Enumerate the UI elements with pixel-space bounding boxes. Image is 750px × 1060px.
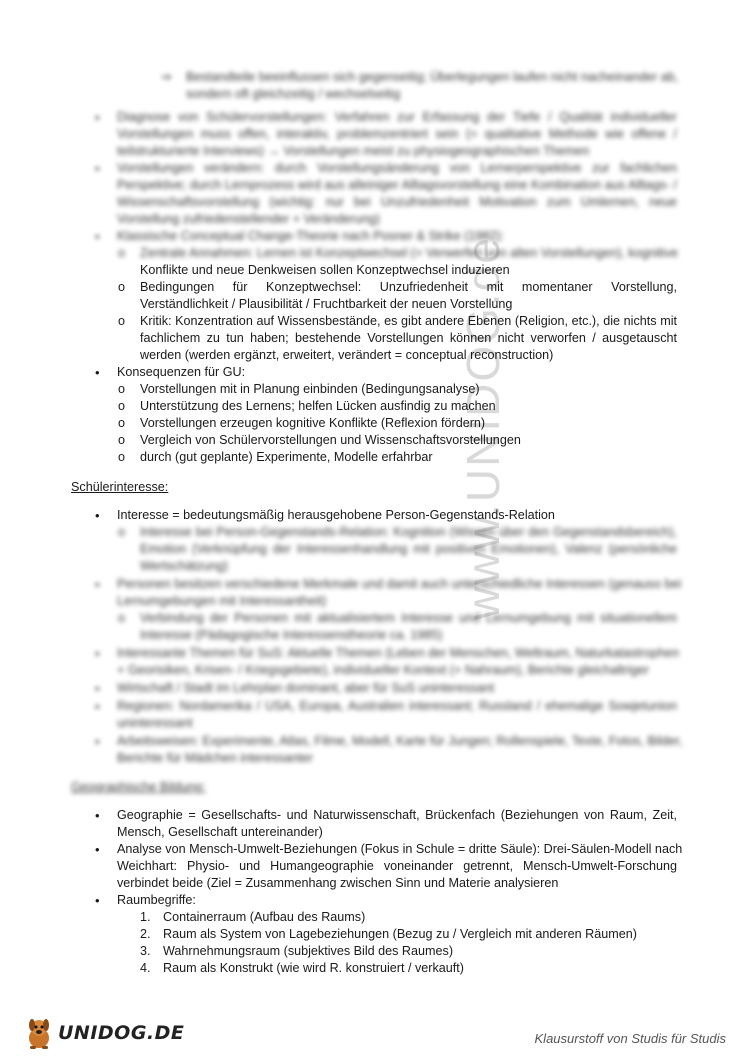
text-line: Arbeitsweisen: Experimente, Atlas, Filme, Modell, Karte für Jungen; Rollenspiele, Texte, Fotos, Bilder, bbox=[117, 734, 683, 748]
text-line: Vorstellungen mit in Planung einbinden (Bedingungsanalyse) bbox=[140, 382, 480, 396]
circle-marker: o bbox=[118, 280, 126, 294]
circle-marker: o bbox=[118, 416, 126, 430]
bullet: • bbox=[95, 734, 100, 749]
bullet: • bbox=[95, 110, 100, 125]
text-line: Raumbegriffe: bbox=[117, 893, 196, 907]
bullet: • bbox=[95, 699, 100, 714]
text-line: Wertschätzung) bbox=[140, 559, 228, 573]
text-line: Interesse (Pädagogische Interessenstheorie ca. 1985) bbox=[140, 628, 443, 642]
text-line: Verständlichkeit / Plausibilität / Fruchtbarkeit der neuen Vorstellung bbox=[140, 297, 513, 311]
text-line: Berichte für Mädchen interessanter bbox=[117, 751, 314, 765]
list-number: 3. bbox=[140, 944, 151, 958]
text-line: werden (werden ergänzt, erweitert, verändert = conceptual reconstruction) bbox=[140, 348, 554, 362]
text-line: verbindet beide (Ziel = Zusammenhang zwischen Sinn und Materie analysieren bbox=[117, 876, 559, 890]
list-number: 4. bbox=[140, 961, 151, 975]
arrow-marker: ⇒ bbox=[161, 70, 172, 84]
text-line: Verbindung der Personen mit aktualisiertem Interesse und Lernumgebung mit situationellem bbox=[140, 611, 677, 625]
circle-marker: o bbox=[118, 399, 126, 413]
bullet: • bbox=[95, 681, 100, 696]
bullet: • bbox=[95, 646, 100, 661]
text-line: Mensch, Gesellschaft untereinander) bbox=[117, 825, 323, 839]
circle-marker: o bbox=[118, 246, 126, 260]
text-line: Containerraum (Aufbau des Raums) bbox=[163, 910, 366, 924]
text-line: Analyse von Mensch-Umwelt-Beziehungen (Fokus in Schule = dritte Säule): Drei-Säulen-Modell nach bbox=[117, 842, 683, 856]
text-line: Emotion (Verknüpfung der Interessenhandlung mit positiven Emotionen), Valenz (persönliche bbox=[140, 542, 677, 556]
dog-mascot-icon bbox=[24, 1016, 54, 1050]
text-line: Kritik: Konzentration auf Wissensbestände, es gibt andere Ebenen (Religion, etc.), die nichts mit bbox=[140, 314, 677, 328]
text-line: Perspektive; durch Lernprozess wird aus alleiniger Alltagsvorstellung eine Kombination aus Alltags- / bbox=[117, 178, 677, 192]
circle-marker: o bbox=[118, 382, 126, 396]
text-line: uninteressant bbox=[117, 716, 193, 730]
section-heading-geographische-bildung: Geographische Bildung: bbox=[71, 780, 206, 794]
text-line: Vergleich von Schülervorstellungen und Wissenschaftsvorstellungen bbox=[140, 433, 521, 447]
section-heading-schuelerinteresse: Schülerinteresse: bbox=[71, 480, 169, 494]
text-line: Wahrnehmungsraum (subjektives Bild des Raumes) bbox=[163, 944, 454, 958]
list-number: 1. bbox=[140, 910, 151, 924]
text-line: Konsequenzen für GU: bbox=[117, 365, 246, 379]
footer-slogan: Klausurstoff von Studis für Studis bbox=[534, 1031, 726, 1046]
text-line: Regionen: Nordamerika / USA, Europa, Australien interessant; Russland / ehemalige Sowjetunion bbox=[117, 699, 677, 713]
bullet: • bbox=[95, 161, 100, 176]
circle-marker: o bbox=[118, 433, 126, 447]
text-line: Weichhart: Physio- und Humangeographie voneinander getrennt, Mensch-Umwelt-Forschung bbox=[117, 859, 677, 873]
text-line: Raum als Konstrukt (wie wird R. konstruiert / verkauft) bbox=[163, 961, 464, 975]
circle-marker: o bbox=[118, 314, 126, 328]
text-line: sondern oft gleichzeitig / wechselseitig bbox=[186, 87, 401, 101]
text-line: Vorstellung zufriedenstellender + Veränderung) bbox=[117, 212, 380, 226]
text-line: Interesse = bedeutungsmäßig herausgehobene Person-Gegenstands-Relation bbox=[117, 508, 555, 522]
bullet: • bbox=[95, 893, 100, 908]
text-line: teilstrukturierte Interviews) → Vorstellungen meist zu physiogeographischen Themen bbox=[117, 144, 590, 158]
bullet: • bbox=[95, 808, 100, 823]
text-line: Unterstützung des Lernens; helfen Lücken ausfindig zu machen bbox=[140, 399, 496, 413]
circle-marker: o bbox=[118, 525, 126, 539]
bullet: • bbox=[95, 508, 100, 523]
logo-text: UNIDOG.DE bbox=[58, 1021, 185, 1044]
text-line: Zentrale Annahmen: Lernen ist Konzeptwechsel (= Verwerfen von alten Vorstellungen), kognitive bbox=[140, 246, 679, 260]
text-line: Interesse bei Person-Gegenstands-Relation: Kognition (Wissen über den Gegenstandsbereich), bbox=[140, 525, 677, 539]
unidog-logo bbox=[24, 1016, 184, 1050]
text-line: Personen besitzen verschiedene Merkmale und damit auch unterschiedliche Interessen (genauso bei bbox=[117, 577, 682, 591]
text-line: Raum als System von Lagebeziehungen (Bezug zu / Vergleich mit anderen Räumen) bbox=[163, 927, 637, 941]
text-line: Geographie = Gesellschafts- und Naturwissenschaft, Brückenfach (Beziehungen von Raum, Zeit, bbox=[117, 808, 677, 822]
bullet: • bbox=[95, 577, 100, 592]
text-line: Vorstellungen erzeugen kognitive Konflikte (Reflexion fördern) bbox=[140, 416, 486, 430]
circle-marker: o bbox=[118, 611, 126, 625]
text-line: Lernumgebungen mit Interessantheit) bbox=[117, 594, 327, 608]
text-line: Vorstellungen verändern: durch Vorstellungsänderung von Lernerperspektive zur fachlichen bbox=[117, 161, 677, 175]
text-line: Wissenschaftsvorstellung (wichtig: nur bei Unzufriedenheit Motivation zum Umlernen, neue bbox=[117, 195, 677, 209]
text-line: Interessante Themen für SuS: Aktuelle Themen (Leben der Menschen, Weltraum, Naturkatastrophen bbox=[117, 646, 680, 660]
text-line: Bestandteile beeinflussen sich gegenseitig; Überlegungen laufen nicht nacheinander ab, bbox=[186, 70, 679, 84]
bullet: • bbox=[95, 842, 100, 857]
text-line: Vorstellungen muss offen, interaktiv, problemzentriert sein (= qualitative Methode wie offene / bbox=[117, 127, 677, 141]
watermark: www.UNIDOG.de bbox=[457, 236, 509, 620]
text-line: durch (gut geplante) Experimente, Modelle erfahrbar bbox=[140, 450, 433, 464]
text-line: Konflikte und neue Denkweisen sollen Konzeptwechsel induzieren bbox=[140, 263, 510, 277]
text-line: Wirtschaft / Stadt im Lehrplan dominant, aber für SuS uninteressant bbox=[117, 681, 495, 695]
list-number: 2. bbox=[140, 927, 151, 941]
bullet: • bbox=[95, 365, 100, 380]
text-line: Klassische Conceptual Change-Theorie nach Posner & Strike (1982): bbox=[117, 229, 505, 243]
text-line: + Georisiken, Krisen- / Kriegsgebiete), individueller Kontext (+ Nahraum), Berichte gleichaltriger bbox=[117, 663, 649, 677]
text-line: fachlichem zu tun haben; bestehende Vorstellungen können nicht verworfen / ausgetauscht bbox=[140, 331, 677, 345]
bullet: • bbox=[95, 229, 100, 244]
text-line: Diagnose von Schülervorstellungen: Verfahren zur Erfassung der Tiefe / Qualität individueller bbox=[117, 110, 677, 124]
text-line: Bedingungen für Konzeptwechsel: Unzufriedenheit mit momentaner Vorstellung, bbox=[140, 280, 677, 294]
circle-marker: o bbox=[118, 450, 126, 464]
